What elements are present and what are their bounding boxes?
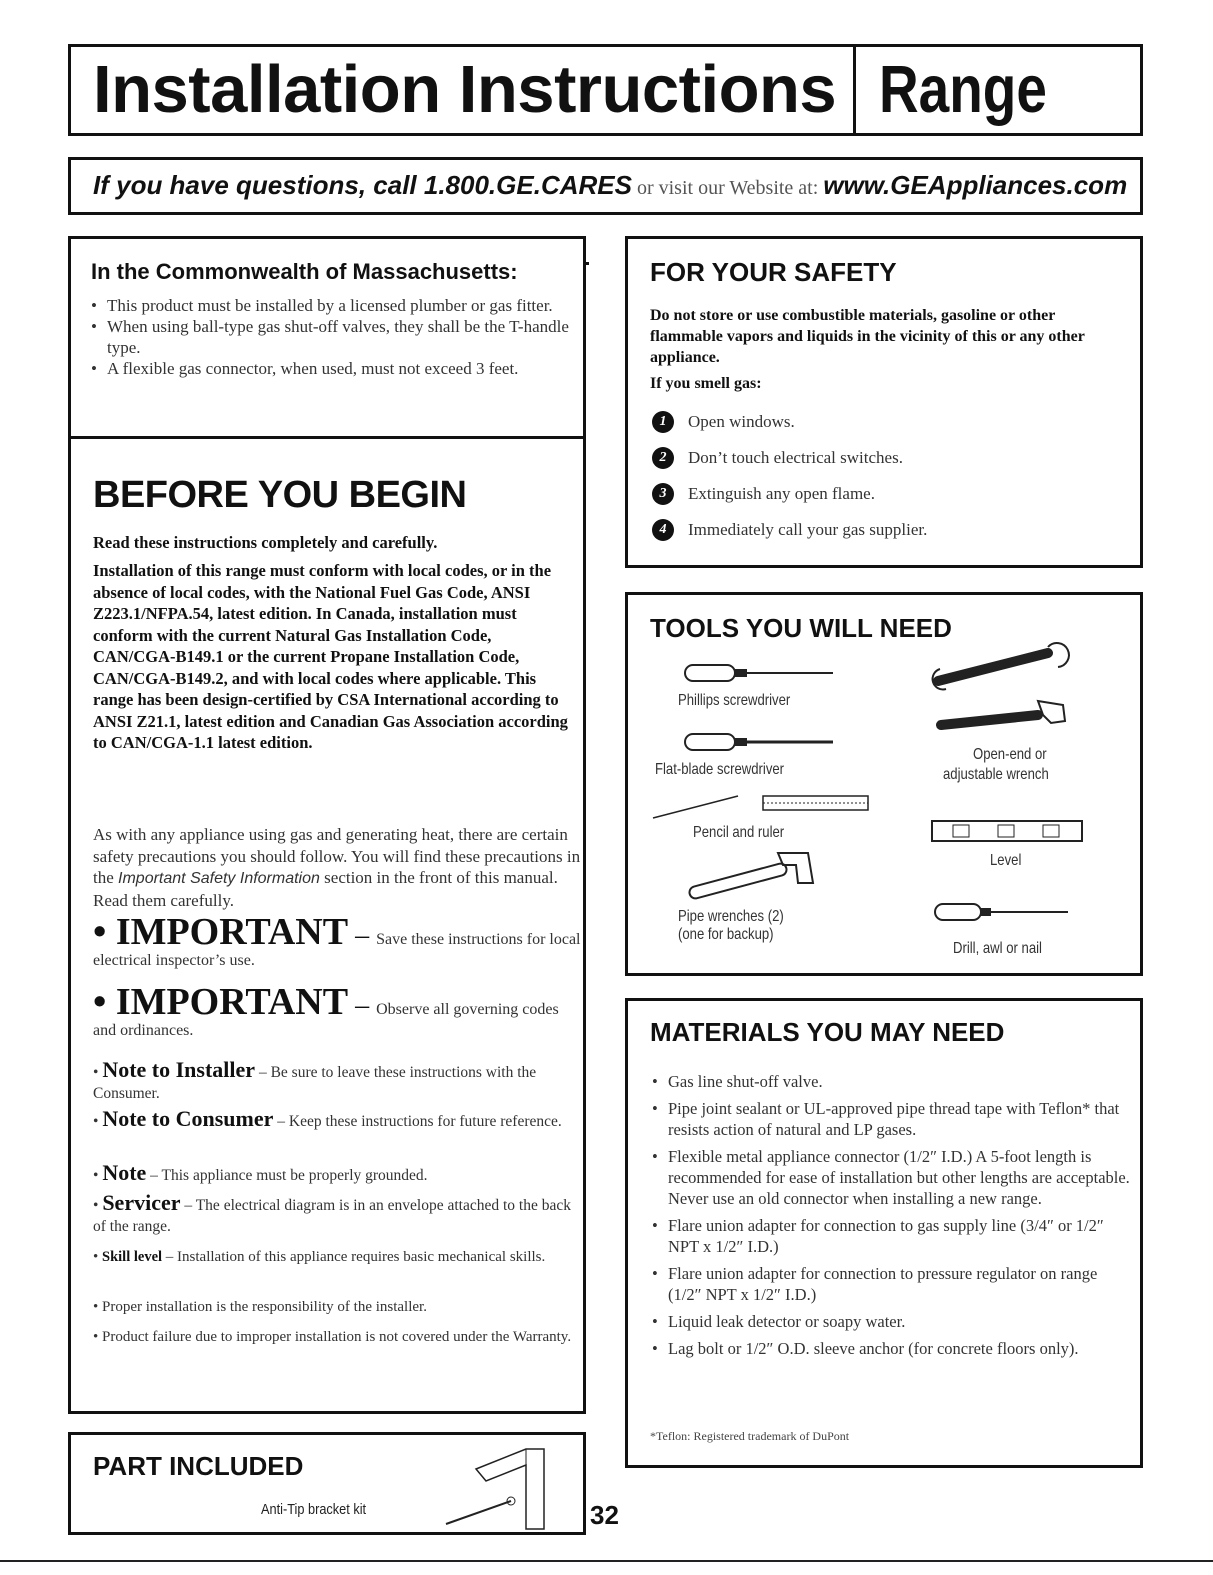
page-number: 32 (590, 1500, 619, 1530)
safety-step: 1 Open windows. (652, 411, 795, 433)
phillips-screwdriver-icon (683, 661, 843, 685)
product-name: Range (879, 52, 1047, 127)
safety-step: 4 Immediately call your gas supplier. (652, 519, 927, 541)
pipe-wrench-label: Pipe wrenches (2) (678, 908, 784, 925)
drill-label: Drill, awl or nail (953, 940, 1042, 957)
materials-box (625, 998, 1143, 1468)
important-codes: • IMPORTANT – Observe all governing codes and ordinances. (93, 981, 559, 1039)
open-end-wrench-icon (928, 641, 1078, 696)
phillips-label: Phillips screwdriver (678, 692, 791, 709)
safety-warning: Do not store or use combustible materials, gasoline or other flammable vapors and liquids in the vicinity of this or any other appliance. (650, 307, 1085, 366)
massachusetts-heading: In the Commonwealth of Massachusetts: (91, 259, 518, 284)
part-heading: PART INCLUDED (93, 1451, 304, 1481)
materials-list (650, 1071, 1130, 1365)
part-included-box (68, 1432, 586, 1535)
part-caption: Anti-Tip bracket kit (261, 1501, 367, 1518)
pipe-wrench-icon (678, 843, 828, 903)
header-divider (853, 47, 856, 133)
materials-heading: MATERIALS YOU MAY NEED (650, 1017, 1005, 1047)
flat-screwdriver-icon (683, 730, 843, 754)
smell-gas-heading: If you smell gas: (650, 375, 762, 392)
servicer-note: • Servicer – The electrical diagram is in an envelope attached to the back of the range. (93, 1190, 571, 1235)
level-label: Level (990, 852, 1022, 869)
list-item: • Liquid leak detector or soapy water. (650, 1311, 1130, 1332)
contact-bar (68, 157, 1143, 215)
header-box (68, 44, 1143, 136)
drill-icon (933, 900, 1073, 924)
list-item: • This product must be installed by a licensed plumber or gas fitter. (89, 295, 579, 316)
safety-step: 2 Don’t touch electrical switches. (652, 447, 903, 469)
read-carefully-text: Read these instructions completely and carefully. (93, 533, 438, 552)
safety-heading: FOR YOUR SAFETY (650, 257, 897, 287)
bottom-rule (0, 1560, 1213, 1562)
pencil-ruler-label: Pencil and ruler (693, 824, 785, 841)
warranty-note: • Product failure due to improper installation is not covered under the Warranty. (93, 1329, 572, 1345)
tools-heading: TOOLS YOU WILL NEED (650, 613, 952, 643)
adjustable-wrench-icon (933, 693, 1073, 738)
contact-middle-text: or visit our Website at: (631, 177, 824, 199)
important-inspector: • IMPORTANT – Save these instructions for local electrical inspector’s use. (93, 911, 581, 969)
wrench-label-2: adjustable wrench (943, 766, 1049, 783)
codes-paragraph: Installation of this range must conform with local codes, or in the absence of local codes, with the National Fuel Gas Code, ANSI Z223.1/NFPA.54, latest edition. In Canada, installation must conform with the current Natural Gas Installation Code, CAN/CGA-B149.1 or the current Propane Installation Code, CAN/CGA-B149.2, and with local codes where applicable. This range has been design-certified by CSA International according to ANSI Z21.1, latest edition and Canadian Gas Association according to CAN/CGA-1.1 latest edition. (93, 561, 568, 752)
page-title: Installation Instructions (93, 52, 837, 127)
list-item: • Gas line shut-off valve. (650, 1071, 1130, 1092)
list-item: • When using ball-type gas shut-off valves, they shall be the T-handle type. (89, 316, 579, 358)
skill-level-note: • Skill level – Installation of this appliance requires basic mechanical skills. (93, 1249, 546, 1265)
level-icon (928, 817, 1088, 847)
list-item: • Pipe joint sealant or UL-approved pipe thread tape with Teflon* that resists action of natural and LP gases. (650, 1098, 1130, 1140)
section-heading: BEFORE YOU BEGIN (93, 474, 467, 516)
list-item: • A flexible gas connector, when used, must not exceed 3 feet. (89, 358, 579, 379)
tools-box (625, 592, 1143, 976)
flat-blade-label: Flat-blade screwdriver (655, 761, 785, 778)
pipe-wrench-note: (one for backup) (678, 926, 774, 943)
list-item: • Lag bolt or 1/2″ O.D. sleeve anchor (for concrete floors only). (650, 1338, 1130, 1359)
safety-box (625, 236, 1143, 568)
list-item: • Flare union adapter for connection to gas supply line (3/4″ or 1/2″ NPT x 1/2″ I.D.) (650, 1215, 1130, 1257)
note-grounded: • Note – This appliance must be properly grounded. (93, 1160, 428, 1185)
note-to-installer: • Note to Installer – Be sure to leave these instructions with the Consumer. (93, 1057, 537, 1102)
website-link[interactable]: www.GEAppliances.com (823, 170, 1128, 200)
anti-tip-bracket-icon (416, 1439, 566, 1534)
teflon-footnote: *Teflon: Registered trademark of DuPont (650, 1429, 850, 1443)
massachusetts-list (89, 295, 579, 379)
massachusetts-box (68, 236, 586, 439)
phone-question: If you have questions, call 1.800.GE.CARES (93, 170, 632, 200)
safety-step: 3 Extinguish any open flame. (652, 483, 875, 505)
installer-responsibility: • Proper installation is the responsibility of the installer. (93, 1299, 427, 1315)
precautions-paragraph: As with any appliance using gas and generating heat, there are certain safety precautions you should follow. You will find these precautions in the Important Safety Information section in the front of this manual. Read them carefully. (93, 825, 581, 910)
wrench-label-1: Open-end or (973, 746, 1047, 763)
list-item: • Flare union adapter for connection to pressure regulator on range (1/2″ NPT x 1/2″ I.D.) (650, 1263, 1130, 1305)
list-item: • Flexible metal appliance connector (1/2″ I.D.) A 5-foot length is recommended for ease of installation but other lengths are acceptable. Never use an old connector when installing a new range. (650, 1146, 1130, 1209)
pencil-ruler-icon (648, 788, 873, 824)
note-to-consumer: • Note to Consumer – Keep these instructions for future reference. (93, 1106, 562, 1131)
